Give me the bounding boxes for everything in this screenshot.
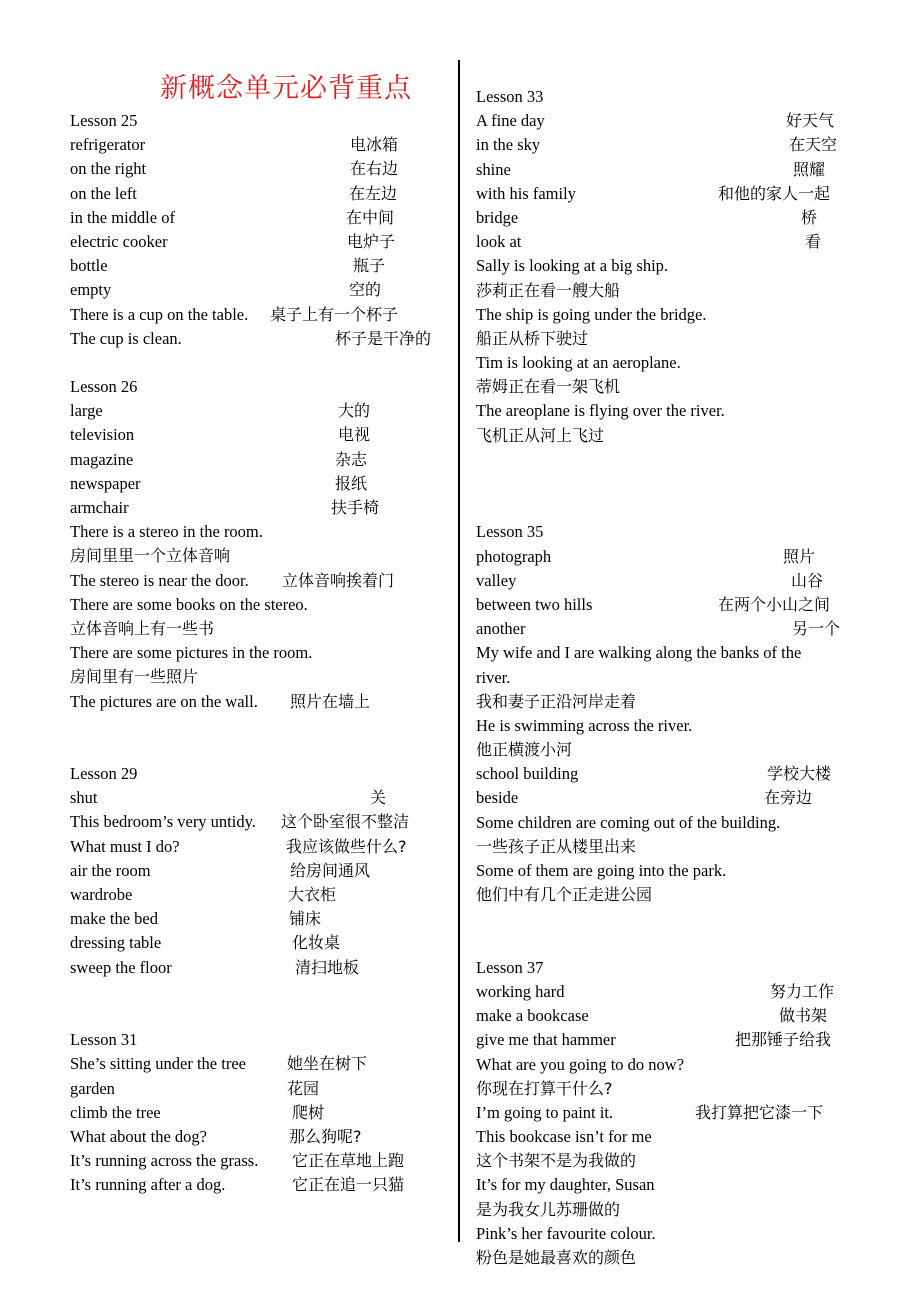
vocab-en: photograph	[476, 546, 552, 566]
sentence-row: 粉色是她最喜欢的颜色	[476, 1248, 637, 1267]
sentence-row: 这个书架不是为我做的	[476, 1151, 637, 1171]
vocab-zh: 在左边	[349, 183, 398, 203]
sentence-row: What are you going to do now?	[476, 1054, 685, 1074]
vocab-row	[70, 907, 450, 931]
sentence-row: I’m going to paint it. 我打算把它漆一下	[476, 1102, 824, 1122]
vocab-zh: 电视	[338, 425, 371, 445]
vocab-en: in the middle of	[70, 207, 175, 227]
sentence-row: Pink’s her favourite colour.	[476, 1223, 656, 1243]
sentence-row: 立体音响上有一些书	[70, 618, 215, 638]
vocab-en: school building	[476, 764, 579, 784]
vocab-zh: 在右边	[350, 159, 399, 179]
vocab-zh: 大的	[338, 401, 371, 421]
lesson-heading: Lesson 26	[70, 377, 138, 397]
vocab-en: another	[476, 619, 526, 639]
vocab-en: working hard	[476, 981, 565, 1001]
vocab-en: It’s running across the grass.	[70, 1151, 259, 1171]
vocab-en: give me that hammer	[476, 1030, 616, 1050]
vocab-en: in the sky	[476, 135, 541, 155]
vocab-en: magazine	[70, 449, 134, 469]
sentence-row: Some of them are going into the park.	[476, 861, 727, 880]
vocab-zh: 努力工作	[770, 981, 835, 1001]
sentence-row: The pictures are on the wall. 照片在墙上	[70, 691, 371, 711]
vocab-zh: 好天气	[786, 111, 835, 131]
sentence-row: 房间里里一个立体音响	[70, 546, 231, 566]
vocab-row	[70, 1125, 450, 1149]
vocab-row	[70, 423, 450, 447]
sentence-row: There are some books on the stereo.	[70, 594, 308, 614]
sentence-row: There are some pictures in the room.	[70, 643, 313, 663]
sentence-row: 飞机正从河上飞过	[476, 425, 605, 445]
sentence-row: Some children are coming out of the building.	[476, 812, 781, 832]
vocab-zh: 另一个	[792, 619, 841, 639]
sentence-row: 莎莉正在看一艘大船	[476, 280, 621, 300]
vocab-zh: 把那锤子给我	[735, 1030, 832, 1050]
vocab-row	[70, 496, 450, 520]
sentence-row: 一些孩子正从楼里出来	[476, 836, 637, 856]
vocab-en: wardrobe	[70, 885, 133, 904]
vocab-row	[70, 230, 450, 254]
vocab-zh: 做书架	[779, 1006, 828, 1026]
vocab-row	[476, 1028, 856, 1052]
vocab-en: with his family	[476, 183, 576, 203]
vocab-en: on the right	[70, 159, 147, 179]
vocab-row	[476, 980, 856, 1004]
vocab-en: empty	[70, 280, 112, 300]
vocab-row	[476, 786, 856, 810]
vocab-row	[476, 545, 856, 569]
vocab-en: newspaper	[70, 473, 141, 493]
sentence-row: What must I do? 我应该做些什么?	[70, 836, 407, 856]
vocab-en: make the bed	[70, 909, 158, 929]
vocab-zh: 在天空	[789, 135, 838, 155]
vocab-en: shut	[70, 788, 98, 808]
vocab-en: on the left	[70, 183, 137, 203]
vocab-zh: 扶手椅	[331, 498, 380, 517]
vocab-row	[70, 278, 450, 302]
vocab-row	[70, 1052, 450, 1076]
column-divider	[458, 60, 460, 1242]
vocab-zh: 瓶子	[353, 256, 386, 276]
vocab-row	[476, 206, 856, 230]
vocab-en: armchair	[70, 498, 129, 517]
sentence-row: This bedroom’s very untidy. 这个卧室很不整洁	[70, 812, 410, 832]
vocab-row	[70, 157, 450, 181]
vocab-zh: 关	[370, 788, 387, 808]
vocab-en: climb the tree	[70, 1102, 161, 1122]
vocab-zh: 和他的家人一起	[718, 183, 831, 203]
sentence-row: 你现在打算干什么?	[476, 1078, 613, 1098]
vocab-en: dressing table	[70, 933, 162, 953]
vocab-zh: 学校大楼	[767, 764, 832, 784]
vocab-row	[70, 254, 450, 278]
vocab-en: refrigerator	[70, 135, 146, 155]
lesson-heading: Lesson 33	[476, 87, 544, 106]
sentence-row: The cup is clean. 杯子是干净的	[70, 328, 432, 348]
vocab-zh: 花园	[287, 1078, 320, 1098]
vocab-row	[476, 762, 856, 786]
vocab-row	[476, 617, 856, 641]
vocab-zh: 爬树	[292, 1102, 325, 1122]
vocab-row	[70, 399, 450, 423]
vocab-row	[70, 472, 450, 496]
vocab-zh: 它正在追一只猫	[292, 1175, 405, 1195]
vocab-row	[70, 931, 450, 955]
lesson-heading: Lesson 29	[70, 764, 138, 784]
vocab-zh: 那么狗呢?	[289, 1126, 362, 1146]
vocab-row	[476, 158, 856, 182]
sentence-row: The ship is going under the bridge.	[476, 304, 707, 324]
vocab-zh: 她坐在树下	[287, 1054, 368, 1074]
sentence-row: 我和妻子正沿河岸走着	[476, 691, 637, 711]
vocab-row	[70, 1149, 450, 1173]
sentence-row: My wife and I are walking along the banks of the	[476, 643, 802, 663]
vocab-zh: 电炉子	[347, 231, 396, 251]
vocab-en: beside	[476, 788, 519, 808]
sentence-row: Sally is looking at a big ship.	[476, 256, 669, 276]
vocab-zh: 铺床	[289, 909, 322, 929]
vocab-row	[476, 182, 856, 206]
vocab-en: large	[70, 401, 103, 421]
vocab-row	[70, 883, 450, 907]
sentence-row: 他正横渡小河	[476, 740, 573, 760]
vocab-row	[476, 1004, 856, 1028]
right-column	[476, 85, 856, 1270]
vocab-row	[70, 206, 450, 230]
vocab-en: bridge	[476, 207, 519, 227]
vocab-en: electric cooker	[70, 231, 168, 251]
vocab-en: shine	[476, 159, 511, 179]
sentence-row: Tim is looking at an aeroplane.	[476, 353, 681, 373]
vocab-en: television	[70, 425, 135, 445]
sentence-row: 是为我女儿苏珊做的	[476, 1199, 621, 1219]
vocab-zh: 它正在草地上跑	[292, 1151, 405, 1171]
vocab-zh: 大衣柜	[288, 885, 337, 904]
lesson-heading: Lesson 25	[70, 111, 138, 130]
vocab-row	[476, 133, 856, 157]
vocab-zh: 在中间	[346, 207, 395, 227]
sentence-row: He is swimming across the river.	[476, 715, 693, 735]
vocab-zh: 在两个小山之间	[718, 594, 831, 614]
vocab-en: look at	[476, 232, 522, 252]
vocab-zh: 清扫地板	[295, 957, 360, 977]
vocab-en: between two hills	[476, 594, 593, 614]
vocab-zh: 照片	[783, 546, 816, 566]
vocab-zh: 在旁边	[764, 788, 813, 808]
vocab-row	[70, 859, 450, 883]
vocab-row	[476, 569, 856, 593]
vocab-zh: 电冰箱	[350, 135, 399, 155]
vocab-zh: 山谷	[791, 570, 824, 590]
vocab-zh: 杂志	[335, 449, 368, 469]
lesson-heading: Lesson 35	[476, 522, 544, 542]
vocab-row	[70, 1173, 450, 1197]
vocab-row	[476, 109, 856, 133]
vocab-en: sweep the floor	[70, 957, 172, 977]
sentence-row: This bookcase isn’t for me	[476, 1127, 652, 1147]
sentence-row: It’s for my daughter, Susan	[476, 1175, 655, 1195]
vocab-en: It’s running after a dog.	[70, 1175, 226, 1195]
vocab-zh: 照耀	[793, 159, 826, 179]
vocab-en: She’s sitting under the tree	[70, 1054, 246, 1074]
vocab-zh: 给房间通风	[290, 860, 371, 880]
vocab-row	[70, 1077, 450, 1101]
vocab-row	[70, 133, 450, 157]
sentence-row: 他们中有几个正走进公园	[476, 885, 653, 905]
vocab-en: valley	[476, 570, 517, 590]
vocab-en: air the room	[70, 860, 151, 880]
vocab-row	[70, 1101, 450, 1125]
vocab-zh: 桥	[801, 207, 818, 227]
page-title: 新概念单元必背重点	[160, 73, 412, 104]
vocab-zh: 报纸	[335, 473, 368, 493]
vocab-en: make a bookcase	[476, 1006, 589, 1026]
vocab-zh: 看	[805, 232, 822, 252]
vocab-zh: 空的	[349, 280, 382, 300]
sentence-row: 船正从桥下驶过	[476, 328, 589, 348]
sentence-row: 蒂姆正在看一架飞机	[476, 377, 621, 397]
vocab-zh: 化妆桌	[292, 933, 341, 953]
vocab-en: bottle	[70, 256, 108, 276]
left-column	[70, 109, 450, 1197]
vocab-row	[70, 786, 450, 810]
sentence-row: The stereo is near the door. 立体音响挨着门	[70, 570, 395, 590]
sentence-row: river.	[476, 667, 511, 687]
lesson-heading: Lesson 31	[70, 1030, 138, 1050]
vocab-row	[476, 593, 856, 617]
vocab-en: What about the dog?	[70, 1126, 207, 1146]
vocab-en: garden	[70, 1078, 115, 1098]
vocab-en: A fine day	[476, 111, 545, 131]
sentence-row: The areoplane is flying over the river.	[476, 401, 725, 421]
sentence-row: There is a stereo in the room.	[70, 522, 263, 542]
sentence-row: There is a cup on the table. 桌子上有一个杯子	[70, 304, 399, 324]
sentence-row: 房间里有一些照片	[70, 667, 199, 687]
vocab-row	[70, 448, 450, 472]
vocab-row	[70, 182, 450, 206]
lesson-heading: Lesson 37	[476, 957, 544, 977]
vocab-row	[476, 230, 856, 254]
vocab-row	[70, 956, 450, 980]
